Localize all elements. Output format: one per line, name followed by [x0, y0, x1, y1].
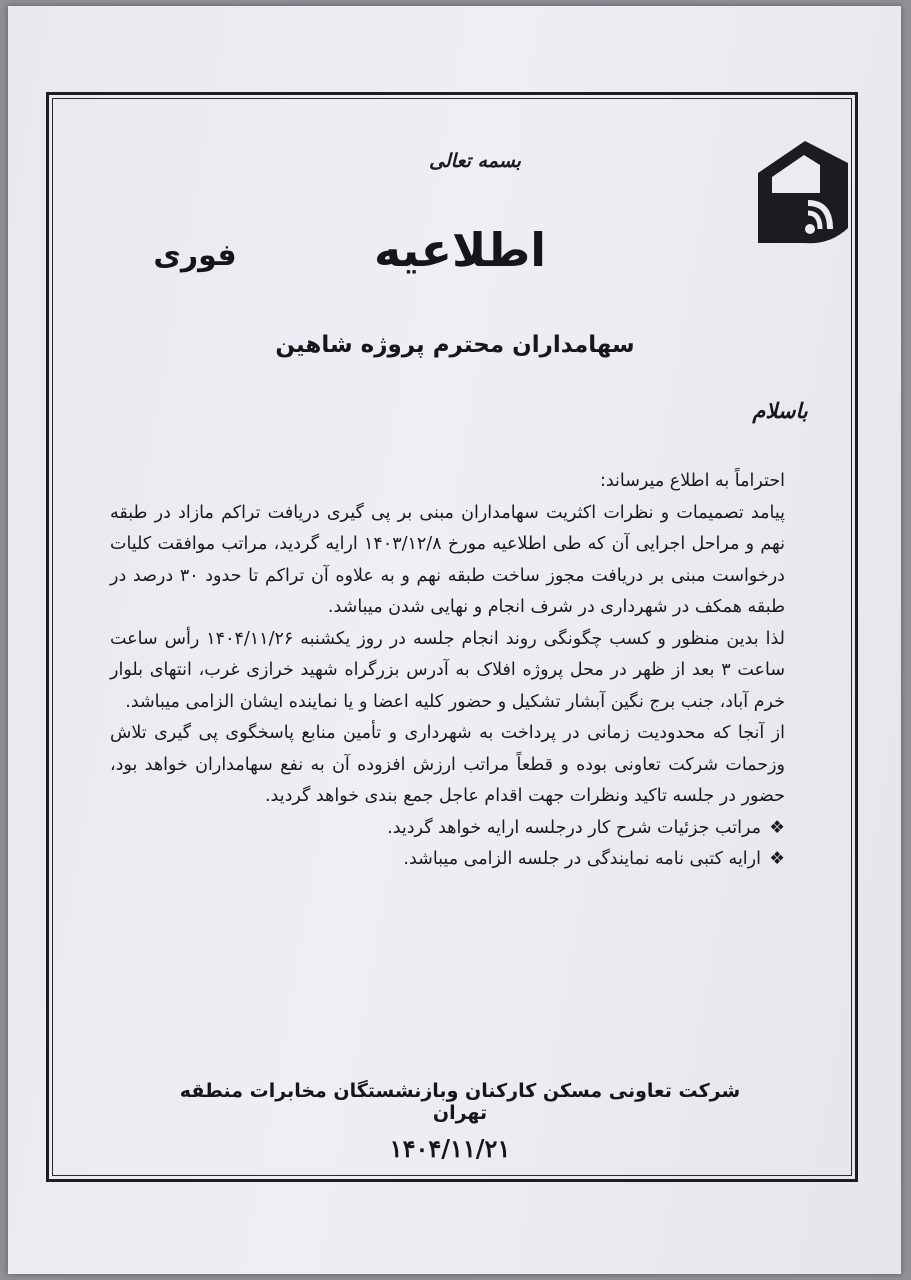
- announcement-title: اطلاعیه: [373, 223, 547, 277]
- greeting: باسلام: [752, 398, 808, 423]
- bullet-icon: ❖: [769, 849, 785, 869]
- bism-heading: بسمه تعالی: [429, 150, 521, 172]
- list-item: ❖ مراتب جزئیات شرح کار درجلسه ارایه خواهد گردید.: [110, 813, 785, 845]
- list-item: ❖ ارایه کتبی نامه نمایندگی در جلسه الزامی میباشد.: [110, 844, 785, 876]
- announcement-body: [110, 466, 785, 876]
- signature-line: شرکت تعاونی مسکن کارکنان وبازنشستگان مخابرات منطقه تهران: [179, 1080, 741, 1124]
- notes-list: [110, 813, 785, 876]
- paragraph-meeting: لذا بدین منظور و کسب چگونگی روند انجام جلسه در روز یکشنبه ۱۴۰۴/۱۱/۲۶ رأس ساعت ساعت ۳ بعد از ظهر در محل پروژه افلاک به آدرس بزرگراه شهید خرازی غرب، انتهای بلوار خرم آباد، جنب برج نگین آبشار تشکیل و حضور کلیه اعضا و یا نماینده ایشان الزامی میباشد.: [110, 628, 785, 712]
- bullet-icon: ❖: [769, 817, 785, 838]
- addressee-line: سهامداران محترم پروژه شاهین: [275, 332, 635, 358]
- opening-line: احتراماً به اطلاع میرساند:: [599, 471, 785, 491]
- paragraph-permit: پیامد تصمیمات و نظرات اکثریت سهامداران مبنی بر پی گیری دریافت تراکم مازاد در طبقه نهم و مراحل اجرایی آن که طی اطلاعیه مورخ ۱۴۰۳/۱۲/۸ ارایه گردید، مراتب موافقت کلیات درخواست مبنی بر دریافت مجوز ساخت طبقه نهم و به علاوه آن تراکم تا حدود ۳۰ درصد در طبقه همکف در شهرداری در شرف انجام و نهایی شدن میباشد.: [110, 502, 785, 617]
- cooperative-logo-icon: [750, 133, 850, 248]
- paragraph-urgency: از آنجا که محدودیت زمانی در پرداخت به شهرداری و تأمین منابع پاسخگوی پی گیری تلاش وزحمات شرکت تعاونی بوده و قطعاً مراتب ارزش افزوده آن به نفع سهامداران خواهد بود، حضور در جلسه تاکید ونظرات جهت اقدام عاجل جمع بندی خواهد گردید.: [110, 723, 785, 806]
- issue-date: ۱۴۰۴/۱۱/۲۱: [389, 1134, 511, 1163]
- urgent-label: فوری: [153, 238, 237, 273]
